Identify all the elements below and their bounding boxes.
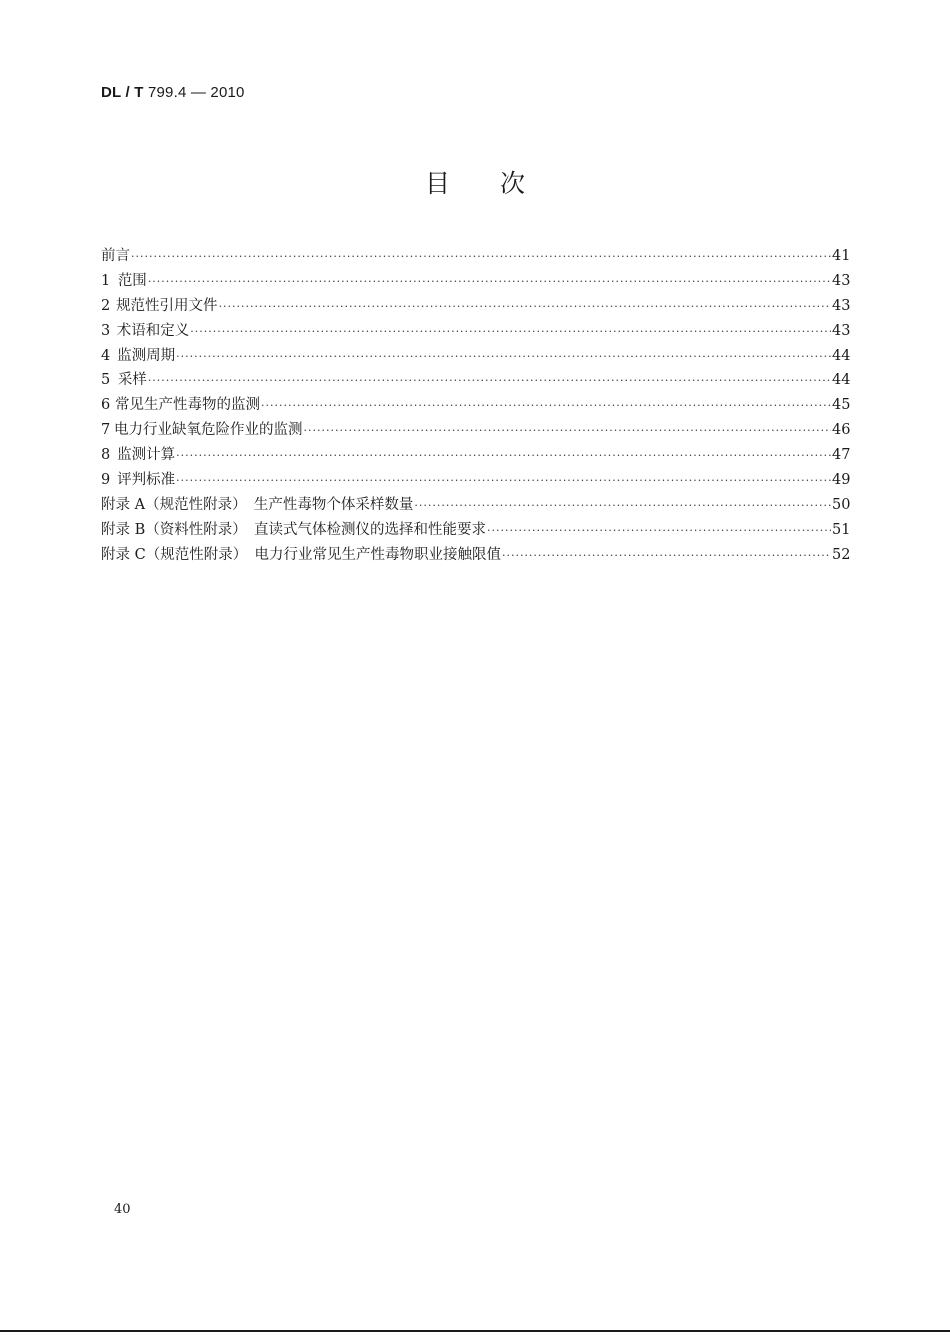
- toc-entry-label: 前言: [101, 248, 130, 264]
- toc-entry[interactable]: [101, 468, 850, 493]
- toc-entry-label: 附录 C（规范性附录） 电力行业常见生产性毒物职业接触限值: [101, 546, 501, 563]
- toc-leader-dots: [131, 245, 831, 270]
- document-code-number: 799.4 — 2010: [143, 84, 245, 101]
- toc-entry[interactable]: [101, 393, 850, 418]
- toc-entry-page: 52: [832, 546, 851, 563]
- toc-leader-dots: [261, 394, 831, 419]
- toc-leader-dots: [502, 544, 831, 569]
- toc-entry-page: 43: [832, 297, 851, 314]
- toc-entry-label: 附录 B（资料性附录） 直读式气体检测仪的选择和性能要求: [101, 521, 487, 538]
- toc-entry-page: 43: [832, 322, 851, 339]
- toc-leader-dots: [176, 469, 831, 494]
- toc-entry-number: 3: [101, 322, 111, 339]
- toc-entry-number: 7: [101, 422, 111, 439]
- toc-entry[interactable]: [101, 269, 850, 294]
- toc-entry-page: 44: [832, 372, 851, 389]
- toc-entry-label: 常见生产性毒物的监测: [115, 397, 261, 414]
- toc-entry-number: 8: [101, 447, 111, 464]
- toc-entry-page: 47: [832, 447, 851, 464]
- toc-leader-dots: [148, 270, 831, 295]
- toc-entry-page: 41: [832, 248, 851, 264]
- toc-leader-dots: [414, 494, 831, 519]
- toc-leader-dots: [176, 444, 831, 469]
- toc-entry-label: 规范性引用文件: [116, 297, 218, 314]
- toc-entry-page: 45: [832, 397, 851, 414]
- toc-entry-number: 6: [101, 397, 111, 414]
- toc-entry-number: 4: [101, 347, 111, 364]
- toc-entry[interactable]: [101, 344, 850, 369]
- toc-entry-number: 5: [101, 372, 111, 389]
- toc-leader-dots: [190, 320, 831, 345]
- toc-leader-dots: [176, 345, 831, 370]
- toc-entry[interactable]: [101, 418, 850, 443]
- toc-leader-dots: [303, 419, 831, 444]
- toc-leader-dots: [219, 295, 831, 320]
- toc-list: [101, 244, 850, 568]
- document-code: [101, 84, 245, 101]
- toc-entry-label: 范围: [117, 272, 147, 289]
- toc-entry[interactable]: [101, 319, 850, 344]
- page-number: 40: [114, 1202, 131, 1217]
- toc-entry-page: 50: [832, 496, 851, 513]
- bottom-divider: [0, 1330, 950, 1332]
- toc-entry-label: 采样: [117, 372, 147, 389]
- toc-leader-dots: [148, 369, 831, 394]
- toc-entry-label: 术语和定义: [116, 322, 190, 339]
- toc-entry[interactable]: [101, 244, 850, 269]
- document-code-prefix: DL / T: [101, 84, 144, 101]
- toc-title: 目 次: [424, 169, 525, 198]
- toc-entry-label: 电力行业缺氧危险作业的监测: [113, 422, 303, 439]
- toc-entry[interactable]: [101, 443, 850, 468]
- toc-entry-label: 监测计算: [117, 447, 176, 464]
- toc-entry-number: 2: [101, 297, 111, 314]
- toc-entry-page: 44: [832, 347, 851, 364]
- toc-entry-label: 评判标准: [117, 472, 176, 489]
- toc-entry-label: 附录 A（规范性附录） 生产性毒物个体采样数量: [101, 496, 414, 513]
- toc-entry-appendix[interactable]: [101, 518, 850, 543]
- toc-entry-number: 9: [101, 472, 111, 489]
- toc-entry-number: 1: [101, 272, 111, 289]
- toc-entry-appendix[interactable]: [101, 493, 850, 518]
- toc-entry-label: 监测周期: [117, 347, 176, 364]
- toc-entry[interactable]: [101, 368, 850, 393]
- toc-entry[interactable]: [101, 294, 850, 319]
- toc-leader-dots: [487, 519, 831, 544]
- toc-entry-appendix[interactable]: [101, 543, 850, 568]
- toc-entry-page: 43: [832, 272, 851, 289]
- toc-entry-page: 51: [832, 521, 851, 538]
- toc-entry-page: 46: [832, 422, 851, 439]
- toc-entry-page: 49: [832, 472, 851, 489]
